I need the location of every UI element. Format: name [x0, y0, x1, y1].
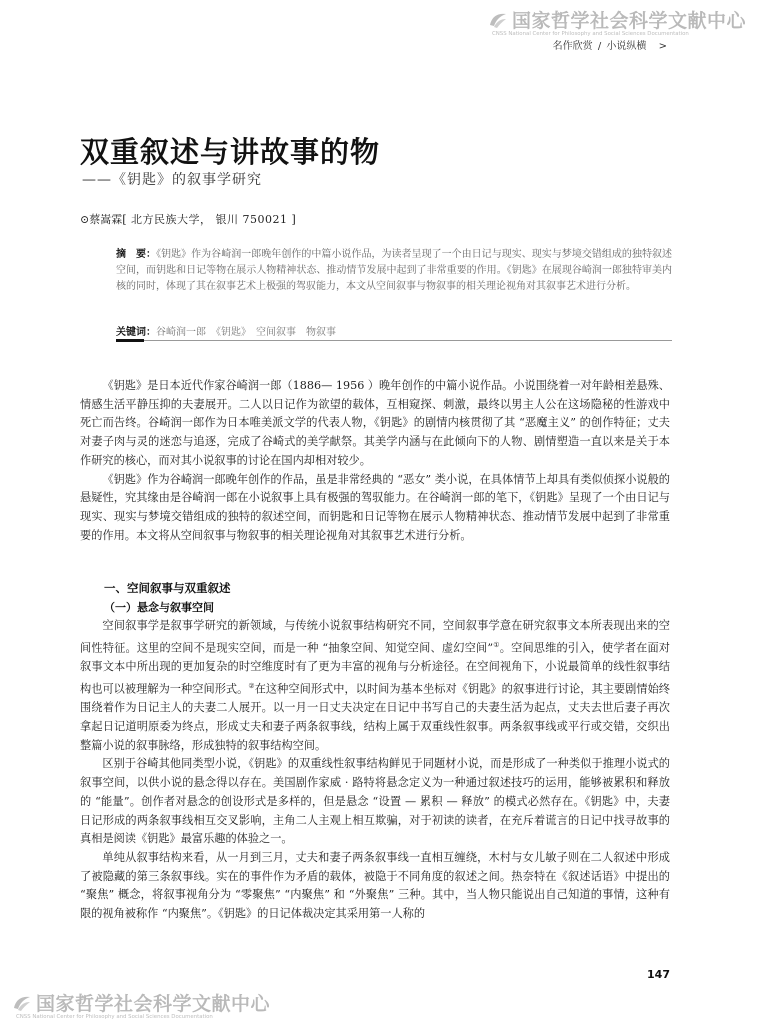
section-paragraph-2: 区别于谷崎其他同类型小说，《钥匙》的双重线性叙事结构鲜见于同题材小说，而是形成了一种类似于推理小说式的叙事空间，以供小说的悬念得以存在。美国剧作家威 · 路特将悬念定义为一种通过叙述技巧的运用，能够被累积和释放的 “能量”。创作者对悬念的创设形式是多样的，但是悬念 “设置 — 累积 — 释放” 的模式必然存在。《钥匙》中，夫妻日记形成的两条叙事线相互交叉影响，主角二人主观上相互欺骗，对于初读的读者，在充斥着谎言的日记中找寻故事的真相是阅读《钥匙》最富乐趣的体验之一。 [80, 757, 670, 846]
subsection-heading: （一）悬念与叙事空间 [104, 601, 214, 614]
author-marker-icon: ⊙ [80, 213, 90, 226]
author-affiliation: [ 北方民族大学， 银川 750021 ] [122, 213, 297, 226]
abstract-label: 摘 要： [116, 249, 157, 260]
keywords-label: 关键词： [116, 327, 156, 338]
watermark-name-cn: 国家哲学社会科学文献中心 [512, 10, 747, 32]
abstract [116, 247, 672, 295]
section-paragraph-1 [80, 617, 670, 755]
breadcrumb-item-novel[interactable]: 小说纵横 [606, 41, 647, 52]
intro-paragraph-2: 《钥匙》作为谷崎润一郎晚年创作的作品，虽是非常经典的 “恶女” 类小说，在具体情节上却具有类似侦探小说般的悬疑性，究其缘由是谷崎润一郎在小说叙事上具有极强的驾驭能力。在谷崎润一郎的笔下，《钥匙》呈现了一个由日记与现实、现实与梦境交错组成的独特的叙述空间，而钥匙和日记等物在展示人物精神状态、推动情节发展中起到了非常重要的作用。本文将从空间叙事与物叙事的相关理论视角对其叙事艺术进行分析。 [80, 472, 670, 542]
watermark-name-en: CNSS National Center for Philosophy and Social Sciences Documentation [16, 1014, 213, 1020]
keywords-divider-accent [116, 339, 144, 342]
section-heading: 一、空间叙事与双重叙述 [104, 581, 231, 595]
page-number: 147 [647, 968, 670, 981]
section-paragraph-3: 单纯从叙事结构来看，从一月到三月，丈夫和妻子两条叙事线一直相互缠绕，木村与女儿敏子则在二人叙述中形成了被隐藏的第三条叙事线。实在的事件作为矛盾的载体，被隐于不同角度的叙述之间。热奈特在《叙述话语》中提出的 “聚焦” 概念，将叙事视角分为 “零聚焦” “内聚焦” 和 “外聚焦” 三种。其中，当人物只能说出自己知道的事情，这种有限的视角被称作 “内聚焦”。《钥匙》的日记体裁决定其采用第一人称的 [80, 850, 670, 921]
breadcrumb-arrow-icon: > [658, 41, 667, 52]
footnote-ref-2[interactable]: ② [248, 681, 255, 690]
watermark-name-cn: 国家哲学社会科学文献中心 [36, 993, 271, 1015]
section-paragraph-1-part-a: 空间叙事学是叙事学研究的新领域，与传统小说叙事结构研究不同，空间叙事学意在研究叙事文本所表现出来的空间性特征。这里的空间不是现实空间，而是一种 “抽象空间、知觉空间、虚幻空间” [80, 619, 670, 655]
keywords-divider [116, 340, 672, 341]
footer-watermark [12, 989, 274, 1023]
keywords [116, 323, 336, 338]
cnss-logo-icon [488, 10, 508, 30]
section-body [80, 617, 670, 924]
article-title: 双重叙述与讲故事的物 [80, 135, 381, 169]
footnote-ref-1[interactable]: ① [493, 640, 500, 649]
breadcrumb-separator: / [597, 41, 602, 52]
breadcrumb-item-appreciation[interactable]: 名作欣赏 [552, 41, 593, 52]
section-paragraph-1-part-c: 在这种空间形式中，以时间为基本坐标对《钥匙》的叙事进行讨论，其主要剧情始终围绕着作为日记主人的夫妻二人展开。以一月一日丈夫决定在日记中书写自己的夫妻生活为起点，丈夫去世后妻子再次拿起日记道明原委为终点，形成丈夫和妻子两条叙事线，结构上属于双重线性叙事。两条叙事线或平行或交错，交织出整篇小说的叙事脉络，形成独特的叙事结构空间。 [80, 682, 670, 752]
cnss-logo-icon [12, 993, 32, 1013]
intro-paragraph-1: 《钥匙》是日本近代作家谷崎润一郎（1886— 1956 ）晚年创作的中篇小说作品。小说围绕着一对年龄相差悬殊、情感生活平静压抑的夫妻展开。二人以日记作为欲望的载体，互相窥探、刺激，最终以男主人公在这场隐秘的性游戏中死亡而告终。谷崎润一郎作为日本唯美派文学的代表人物，《钥匙》的剧情内核贯彻了其 “恶魔主义” 的创作特征；丈夫对妻子肉与灵的迷恋与追逐，完成了谷崎式的美学献祭。其美学内涵与在此倾向下的人物、剧情塑造一直以来是关于本作研究的核心，而对其小说叙事的讨论在国内却相对较少。 [80, 379, 670, 467]
intro-body [80, 377, 670, 545]
author-line [80, 211, 296, 227]
breadcrumb [552, 37, 668, 52]
author-name: 蔡嵩霖 [89, 213, 123, 226]
keywords-text: 谷崎润一郎 《钥匙》 空间叙事 物叙事 [156, 327, 336, 338]
section-paragraph-1-part-b: 。空间思维的引入，使学者在面对叙事文本中所出现的更加复杂的时空维度时有了更为丰富的视角与分析途径。在空间视角下，小说最简单的线性叙事结构也可以被理解为一种空间形式。 [80, 641, 670, 696]
abstract-text: 《钥匙》作为谷崎润一郎晚年创作的中篇小说作品，为读者呈现了一个由日记与现实、现实与梦境交错组成的独特叙述空间，而钥匙和日记等物在展示人物精神状态、推动情节发展中起到了非常重要的作用。《钥匙》在展现谷崎润一郎独特审美内核的同时，体现了其在叙事艺术上极强的驾驭能力，本文从空间叙事与物叙事的相关理论视角对其叙事艺术进行分析。 [116, 249, 673, 292]
watermark-name-en: CNSS National Center for Philosophy and Social Sciences Documentation [492, 31, 689, 37]
header-watermark [488, 6, 750, 40]
article-subtitle: ——《钥匙》的叙事学研究 [82, 172, 262, 188]
